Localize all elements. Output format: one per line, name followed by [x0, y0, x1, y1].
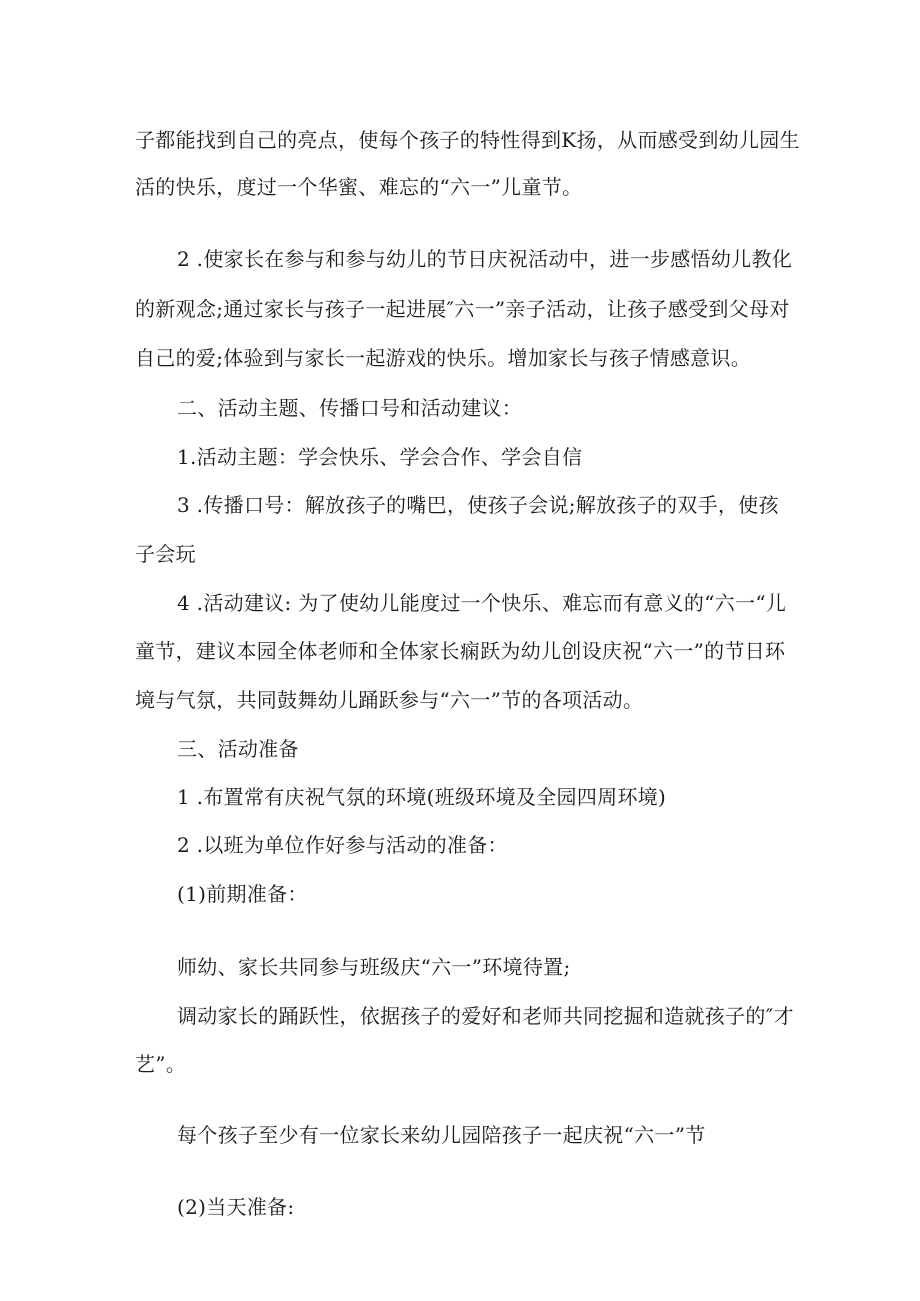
paragraph-line: 师幼、家长共同参与班级庆“六一”环境待置; — [177, 955, 571, 979]
section-heading: 二、活动主题、传播口号和活动建议： — [177, 396, 523, 420]
paragraph-line: 艺”。 — [135, 1052, 187, 1076]
paragraph-line: 2 .以班为单位作好参与活动的准备： — [177, 833, 508, 857]
paragraph-line: 2 .使家长在参与和参与幼儿的节日庆祝活动中，进一步感悟幼儿教化 — [177, 247, 793, 271]
paragraph-line: 3 .传播口号：解放孩子的嘴巴，使孩子会说;解放孩子的双手，使孩 — [177, 493, 779, 517]
paragraph-line: 自己的爱;体验到与家长一起游戏的快乐。增加家长与孩子情感意识。 — [135, 346, 752, 370]
paragraph-line: 的新观念;通过家长与孩子一起进展″六一”亲子活动，让孩子感受到父母对 — [135, 297, 790, 321]
paragraph-line: 1.活动主题：学会快乐、学会合作、学会自信 — [177, 445, 583, 469]
paragraph-line: (2)当天准备: — [177, 1195, 295, 1219]
paragraph-line: 调动家长的踊跃性，依据孩子的爱好和老师共同挖掘和造就孩子的″才 — [177, 1004, 794, 1028]
paragraph-line: 童节，建议本园全体老师和全体家长痫跃为幼儿创设庆祝“六一”的节日环 — [135, 639, 786, 663]
paragraph-line: 每个孩子至少有一位家长来幼儿园陪孩子一起庆祝“六一”节 — [177, 1123, 706, 1147]
paragraph-line: 境与气氛，共同鼓舞幼儿踊跃参与“六一”节的各项活动。 — [135, 688, 644, 712]
paragraph-line: 子会玩 — [135, 542, 196, 566]
paragraph-line: (1)前期准备： — [177, 882, 308, 906]
section-heading: 三、活动准备 — [177, 737, 299, 761]
paragraph-line: 活的快乐，度过一个华蜜、难忘的“六一”儿童节。 — [135, 175, 583, 199]
paragraph-line: 4 .活动建议: 为了使幼儿能度过一个快乐、难忘而有意义的“六一“儿 — [177, 591, 787, 615]
paragraph-line: 子都能找到自己的亮点，使每个孩子的特性得到K扬，从而感受到幼儿园生 — [135, 128, 800, 152]
paragraph-line: 1 .布置常有庆祝气氛的环境(班级环境及全园四周环境) — [177, 785, 667, 809]
